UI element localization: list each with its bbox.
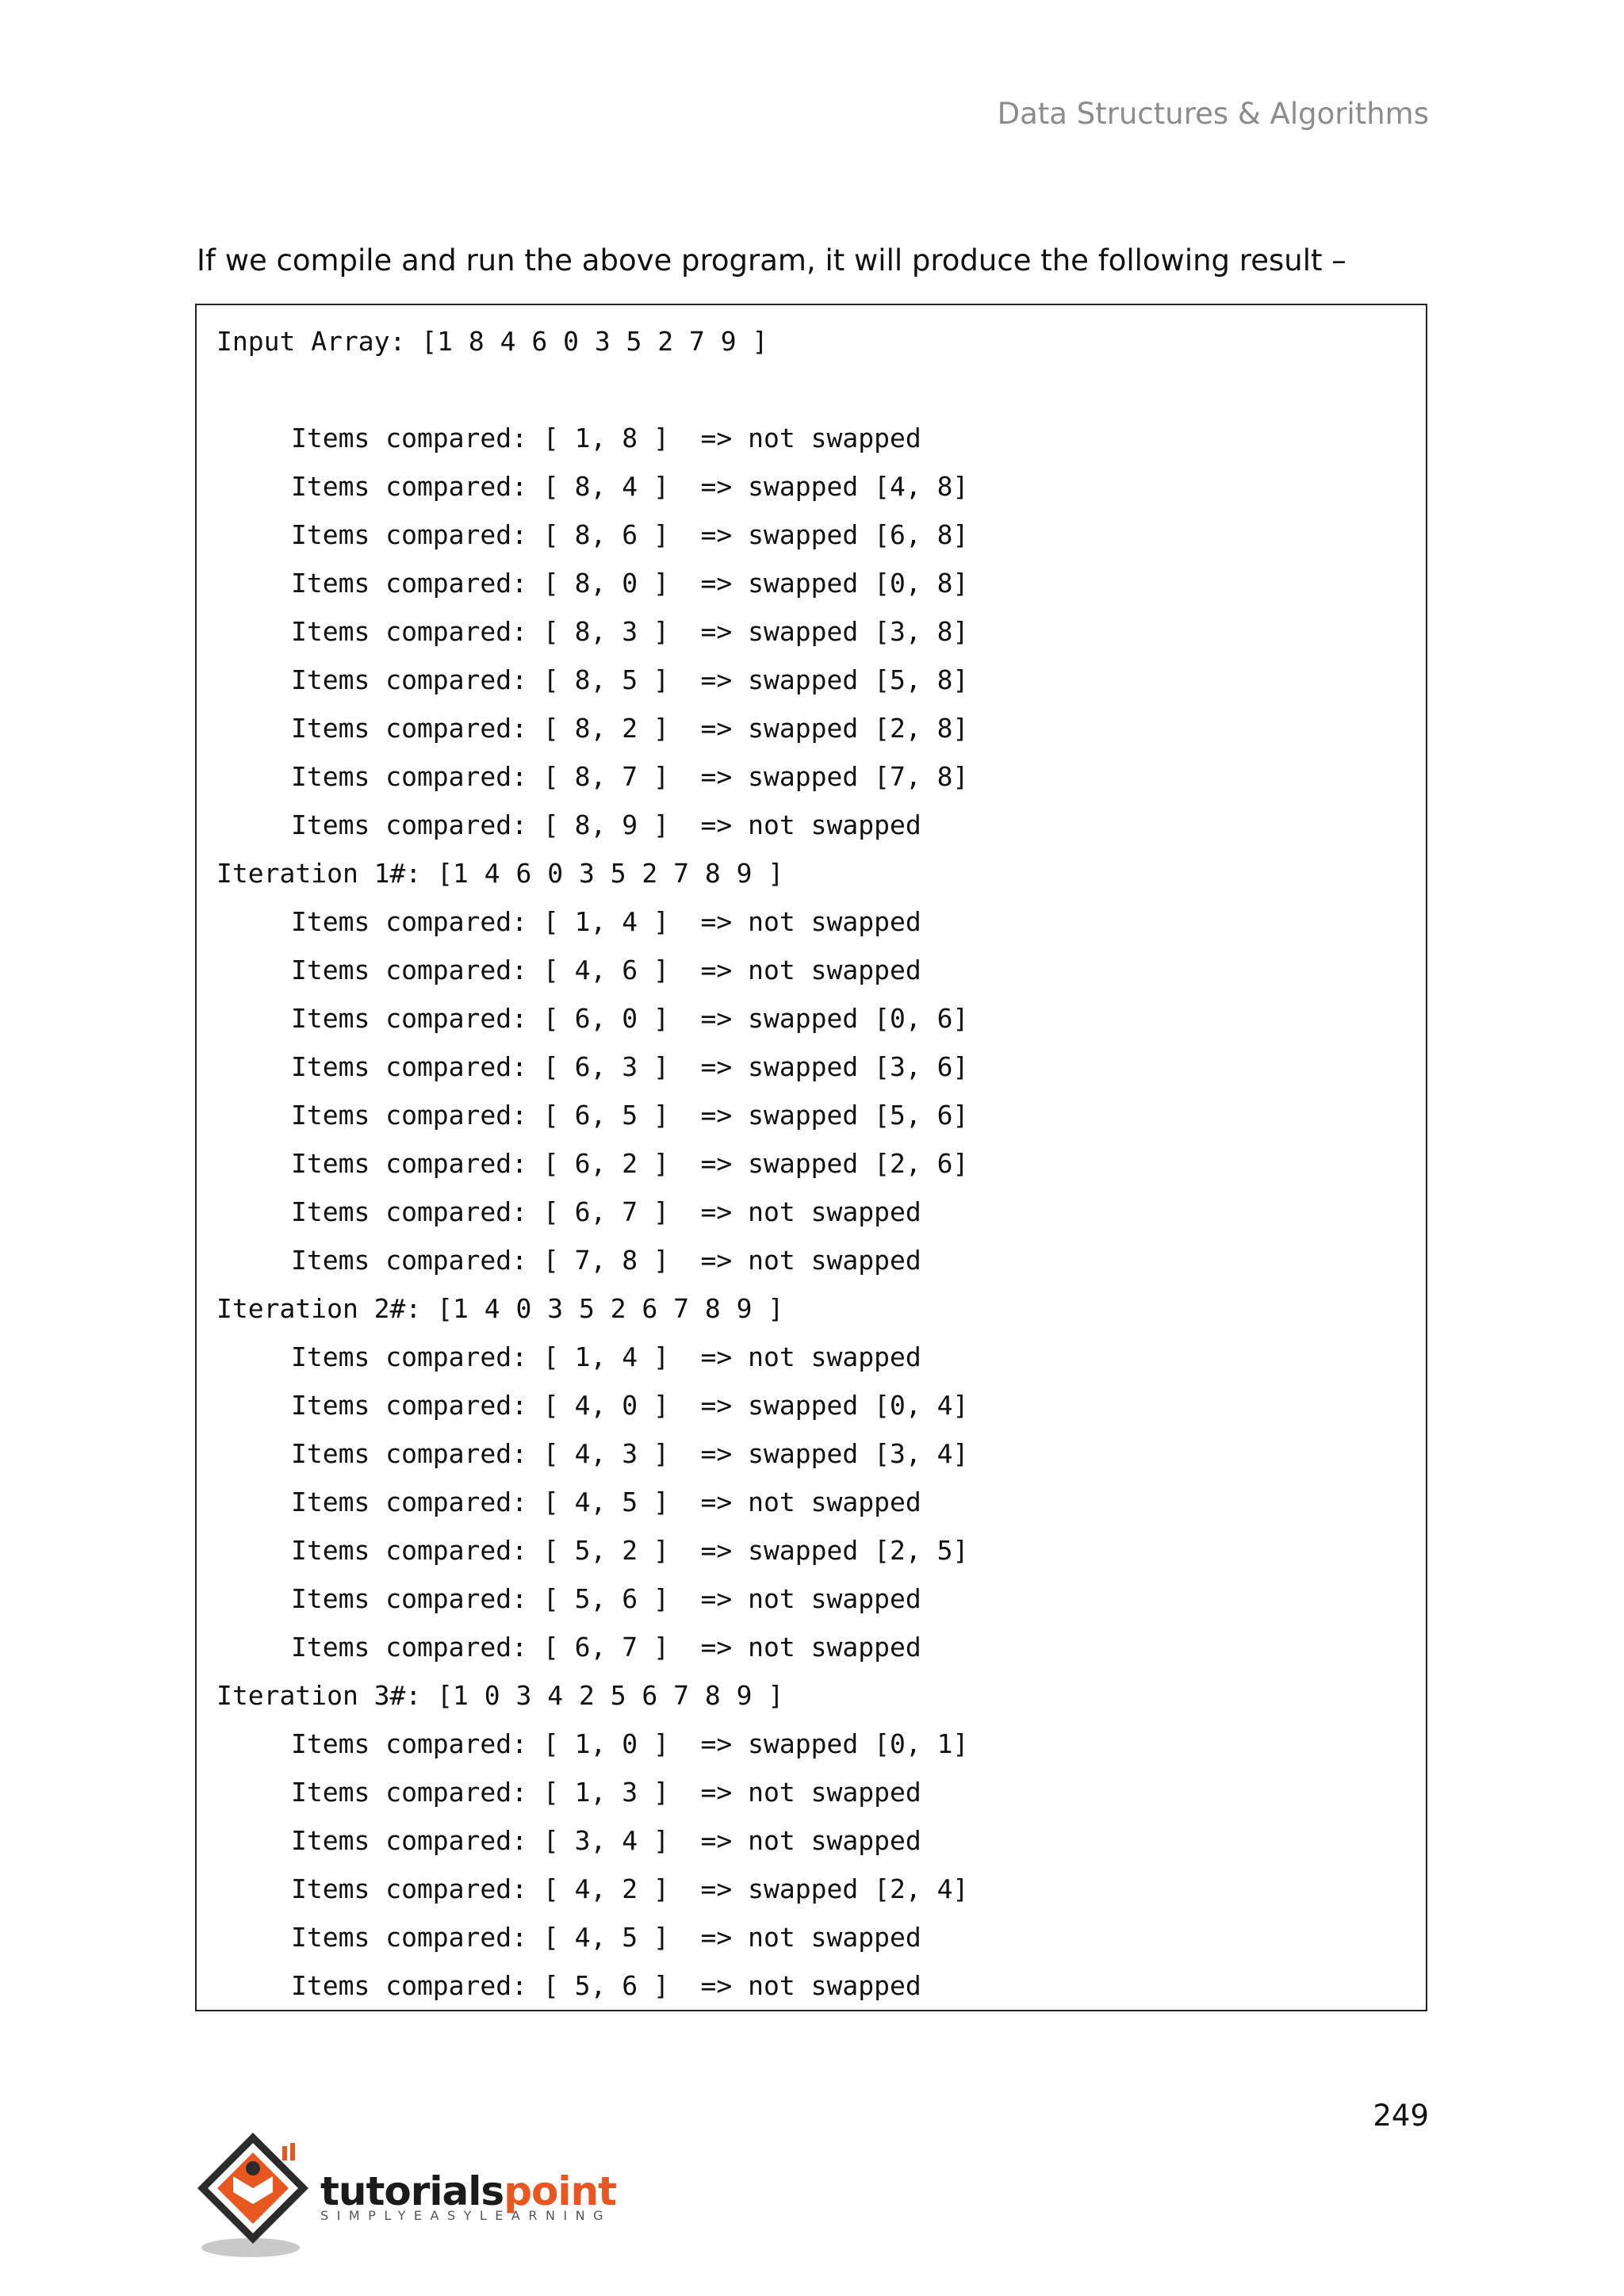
comparison-line: Items compared: [ 1, 4 ] => not swapped <box>291 906 921 937</box>
comparison-line: Items compared: [ 8, 0 ] => swapped [0, 8] <box>291 568 969 599</box>
comparison-line: Items compared: [ 4, 5 ] => not swapped <box>291 1922 921 1953</box>
comparison-line: Items compared: [ 8, 5 ] => swapped [5, 8] <box>291 664 969 695</box>
logo-word-tutorials: tutorials <box>320 2168 504 2214</box>
intro-paragraph: If we compile and run the above program, it will produce the following result – <box>197 243 1346 277</box>
iteration-line: Iteration 2#: [1 4 0 3 5 2 6 7 8 9 ] <box>216 1293 784 1324</box>
comparison-line: Items compared: [ 8, 6 ] => swapped [6, 8] <box>291 519 969 550</box>
comparison-line: Items compared: [ 1, 4 ] => not swapped <box>291 1341 921 1372</box>
comparison-line: Items compared: [ 4, 3 ] => swapped [3, 4] <box>291 1438 969 1469</box>
comparison-line: Items compared: [ 5, 2 ] => swapped [2, 5] <box>291 1535 969 1566</box>
comparison-line: Items compared: [ 4, 5 ] => not swapped <box>291 1487 921 1517</box>
comparison-line: Items compared: [ 5, 6 ] => not swapped <box>291 1970 921 2001</box>
tutorialspoint-logo <box>193 2129 638 2263</box>
comparison-line: Items compared: [ 7, 8 ] => not swapped <box>291 1245 921 1276</box>
page-number: 249 <box>1373 2099 1429 2133</box>
comparison-line: Items compared: [ 1, 3 ] => not swapped <box>291 1777 921 1808</box>
comparison-line: Items compared: [ 8, 3 ] => swapped [3, 8] <box>291 616 969 647</box>
iteration-line: Iteration 3#: [1 0 3 4 2 5 6 7 8 9 ] <box>216 1680 784 1711</box>
comparison-line: Items compared: [ 6, 2 ] => swapped [2, 6] <box>291 1148 969 1179</box>
comparison-line: Items compared: [ 1, 8 ] => not swapped <box>291 423 921 453</box>
running-header: Data Structures & Algorithms <box>997 97 1429 131</box>
iteration-line: Iteration 1#: [1 4 6 0 3 5 2 7 8 9 ] <box>216 858 784 889</box>
comparison-line: Items compared: [ 6, 5 ] => swapped [5, 6] <box>291 1100 969 1131</box>
comparison-line: Items compared: [ 6, 0 ] => swapped [0, 6] <box>291 1003 969 1034</box>
iteration-line: Input Array: [1 8 4 6 0 3 5 2 7 9 ] <box>216 326 768 357</box>
comparison-line: Items compared: [ 8, 9 ] => not swapped <box>291 809 921 840</box>
logo-tagline: SIMPLYEASYLEARNING <box>320 2208 612 2223</box>
comparison-line: Items compared: [ 4, 6 ] => not swapped <box>291 955 921 985</box>
comparison-line: Items compared: [ 4, 0 ] => swapped [0, 4] <box>291 1390 969 1421</box>
comparison-line: Items compared: [ 8, 4 ] => swapped [4, 8] <box>291 471 969 502</box>
comparison-line: Items compared: [ 3, 4 ] => not swapped <box>291 1825 921 1856</box>
comparison-line: Items compared: [ 8, 7 ] => swapped [7, 8] <box>291 761 969 792</box>
comparison-line: Items compared: [ 6, 7 ] => not swapped <box>291 1632 921 1663</box>
comparison-line: Items compared: [ 6, 3 ] => swapped [3, 6] <box>291 1051 969 1082</box>
tutorialspoint-logo-icon <box>193 2129 328 2263</box>
comparison-line: Items compared: [ 4, 2 ] => swapped [2, 4] <box>291 1873 969 1904</box>
comparison-line: Items compared: [ 1, 0 ] => swapped [0, 1] <box>291 1728 969 1759</box>
logo-word-point: point <box>504 2168 616 2214</box>
comparison-line: Items compared: [ 5, 6 ] => not swapped <box>291 1583 921 1614</box>
code-output-box <box>195 304 1427 2011</box>
comparison-line: Items compared: [ 6, 7 ] => not swapped <box>291 1196 921 1227</box>
comparison-line: Items compared: [ 8, 2 ] => swapped [2, 8] <box>291 713 969 744</box>
